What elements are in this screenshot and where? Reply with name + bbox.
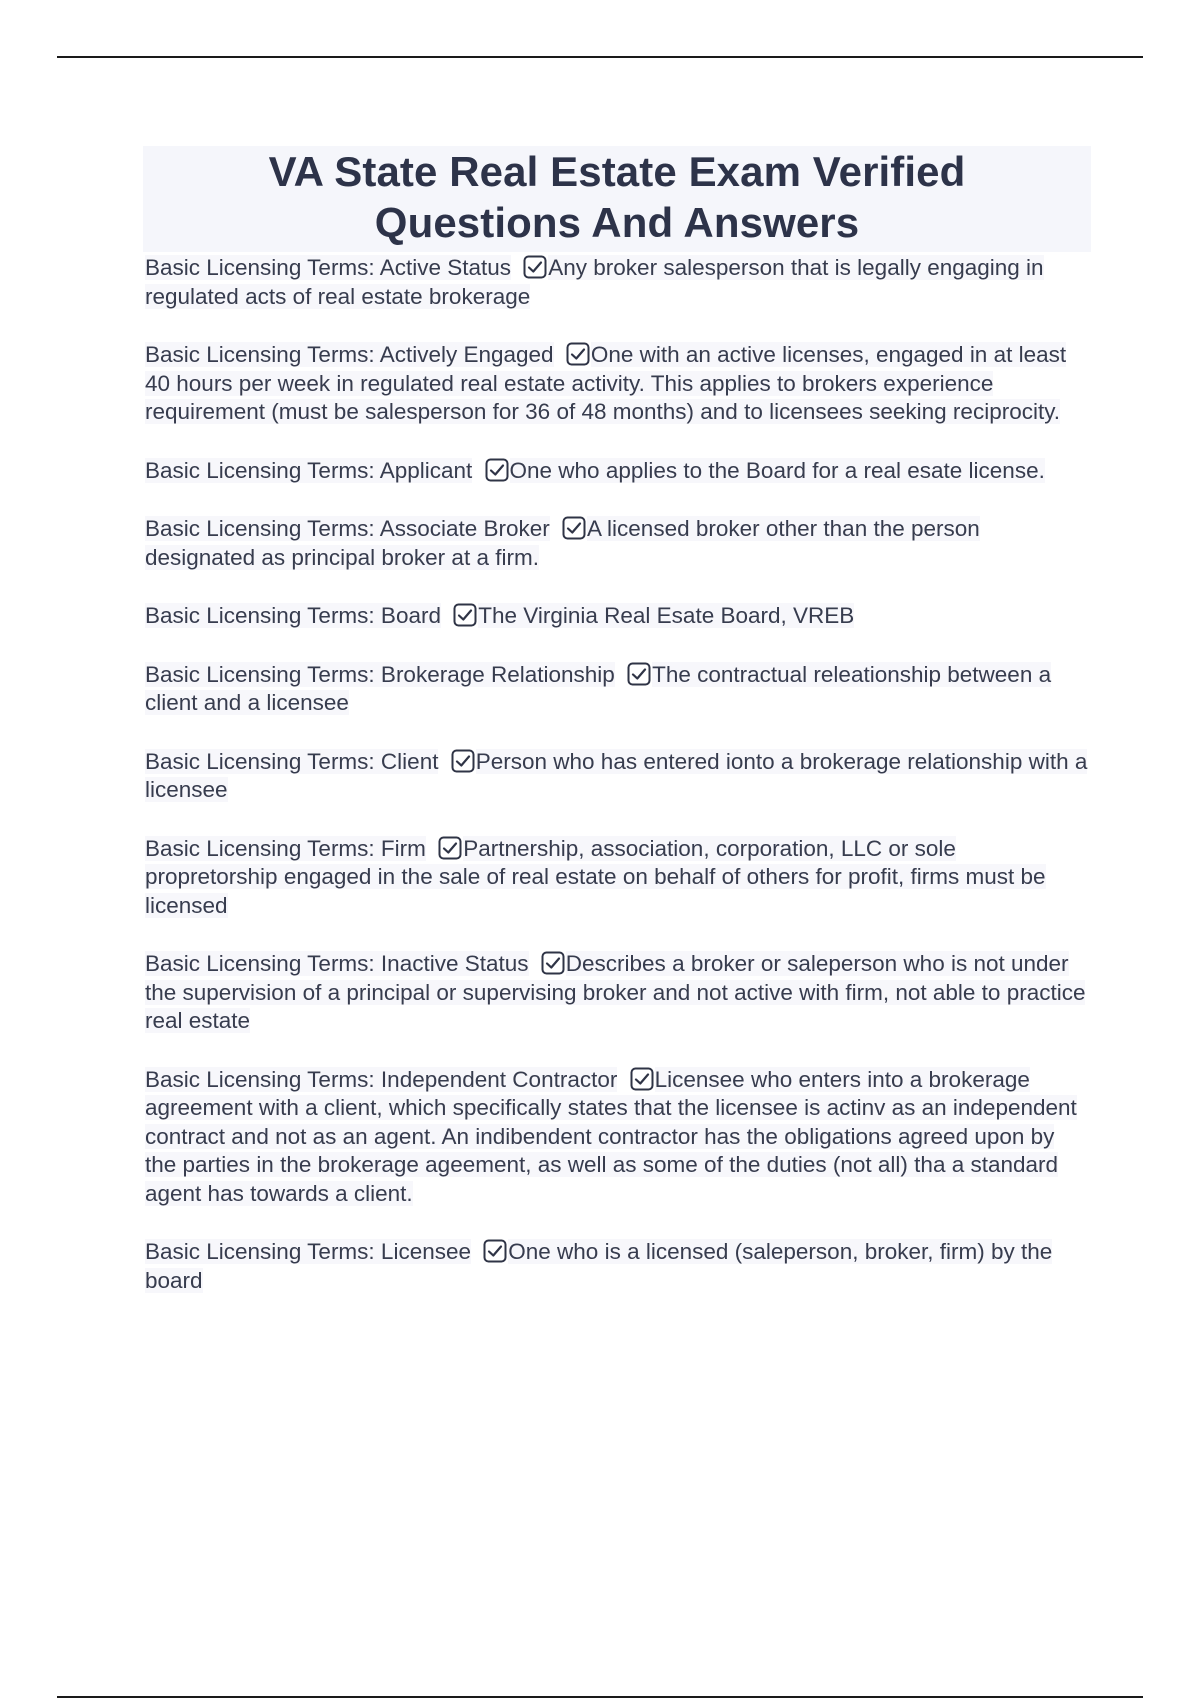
checkbox-checked-icon <box>541 951 565 975</box>
qa-entry <box>145 1066 1091 1209</box>
entry-term: Basic Licensing Terms: Licensee <box>145 1239 471 1264</box>
qa-list <box>143 254 1091 1295</box>
qa-entry <box>145 661 1091 718</box>
checkbox-checked-icon <box>485 458 509 482</box>
entry-definition: The Virginia Real Esate Board, VREB <box>478 603 855 628</box>
qa-entry <box>145 457 1091 486</box>
checkbox-checked-icon <box>451 749 475 773</box>
checkbox-checked-icon <box>562 516 586 540</box>
entry-definition: One who is a licensed (saleperson, broker, firm) by the board <box>145 1239 1053 1293</box>
entry-definition: Describes a broker or saleperson who is not under the supervision of a principal or supervising broker and not active with firm, not able to practice real estate <box>145 951 1086 1033</box>
document-body <box>143 146 1091 1325</box>
checkbox-checked-icon <box>523 255 547 279</box>
entry-definition: The contractual releationship between a client and a licensee <box>145 661 1052 715</box>
entry-term: Basic Licensing Terms: Active Status <box>145 255 511 280</box>
title-line-2: Questions And Answers <box>374 199 860 246</box>
document-title <box>143 146 1091 248</box>
entry-term: Basic Licensing Terms: Actively Engaged <box>145 342 554 367</box>
checkbox-checked-icon <box>630 1067 654 1091</box>
entry-definition: A licensed broker other than the person designated as principal broker at a firm. <box>145 516 980 570</box>
checkbox-checked-icon <box>566 342 590 366</box>
title-block <box>143 146 1091 252</box>
qa-entry <box>145 341 1091 427</box>
top-rule <box>57 56 1143 58</box>
checkbox-checked-icon <box>453 603 477 627</box>
entry-definition: One with an active licenses, engaged in at least 40 hours per week in regulated real estate activity. This applies to brokers experience requirement (must be salesperson for 36 of 48 months) and to licensees seeking reciprocity. <box>145 342 1067 424</box>
entry-term: Basic Licensing Terms: Independent Contractor <box>145 1066 618 1092</box>
entry-term: Basic Licensing Terms: Brokerage Relationship <box>145 661 615 687</box>
entry-definition: Any broker salesperson that is legally engaging in regulated acts of real estate brokerage <box>145 255 1044 309</box>
entry-term: Basic Licensing Terms: Inactive Status <box>145 951 529 976</box>
bottom-rule <box>57 1696 1143 1698</box>
qa-entry <box>145 602 1091 631</box>
qa-entry <box>145 748 1091 805</box>
qa-entry <box>145 835 1091 921</box>
entry-term: Basic Licensing Terms: Associate Broker <box>145 516 550 541</box>
entry-term: Basic Licensing Terms: Applicant <box>145 457 473 483</box>
checkbox-checked-icon <box>627 662 651 686</box>
entry-definition: Partnership, association, corporation, LLC or sole propretorship engaged in the sale of real estate on behalf of others for profit, firms must be licensed <box>145 835 1046 918</box>
qa-entry <box>145 1238 1091 1295</box>
checkbox-checked-icon <box>483 1239 507 1263</box>
title-line-1: VA State Real Estate Exam Verified <box>268 148 966 195</box>
entry-term: Basic Licensing Terms: Board <box>145 603 441 628</box>
entry-definition: Person who has entered ionto a brokerage relationship with a licensee <box>145 748 1088 802</box>
entry-definition: One who applies to the Board for a real esate license. <box>509 457 1045 483</box>
qa-entry <box>145 950 1091 1036</box>
entry-definition: Licensee who enters into a brokerage agreement with a client, which specifically states that the licensee is actinv as an independent contract and not as an agent. An indibendent contractor has the obligations agreed upon by the parties in the brokerage ageement, as well as some of the duties (not all) tha a standard agent has towards a client. <box>145 1066 1077 1206</box>
qa-entry <box>145 515 1091 572</box>
qa-entry <box>145 254 1091 311</box>
entry-term: Basic Licensing Terms: Client <box>145 748 439 774</box>
entry-term: Basic Licensing Terms: Firm <box>145 835 426 861</box>
checkbox-checked-icon <box>438 836 462 860</box>
